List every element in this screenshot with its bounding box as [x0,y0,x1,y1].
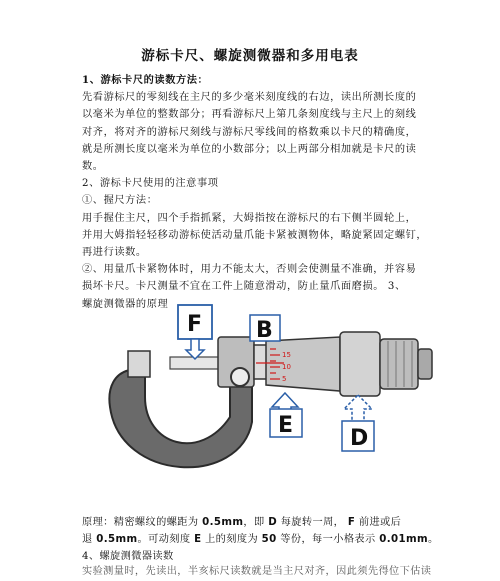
text-line: 数。 [82,161,104,173]
caption-line-4: 实验测量时，先读出，半亥标尺读数就是当主尺对齐，因此须先得位下估读 [82,566,432,577]
text-line: ②、用量爪卡紧物体时，用力不能太大，否则会使测量不准确，并容易 [82,264,417,276]
text-line: 再进行读数。 [82,247,147,259]
text-line: 损坏卡尺。卡尺测量不宜在工件上随意滑动，防止量爪面磨损。 3、 [82,281,406,293]
text-line: 用手握住主尺，四个手指抓紧，大姆指按在游标尺的右下侧半圆轮上， [82,212,417,224]
label-f: F [187,312,203,337]
text-line: 对齐，将对齐的游标尺刻线与游标尺零线间的格数乘以卡尺的精确度， [82,126,417,138]
label-e: E [278,413,294,438]
text-line: 2、游标卡尺使用的注意事项 [82,178,219,190]
text-line: 并用大姆指轻轻移动游标使活动量爪能卡紧被测物体，略旋紧固定螺钉， [82,229,428,241]
caption-line-3: 4、螺旋测微器读数 [82,551,174,562]
body-text [82,72,454,313]
label-d: D [350,426,369,451]
thimble [266,337,340,391]
text-line: 以毫米为单位的整数部分；再看游标尺上第几条刻度线与主尺上的刻线 [82,109,417,121]
ratchet-body [340,332,380,396]
text-line: 就是所测长度以毫米为单位的小数部分；以上两部分相加就是卡尺的读 [82,143,417,155]
text-line: 螺旋测微器的原理 [82,298,169,310]
caption-line-2: 退 0.5mm。可动刻度 E 上的刻度为 50 等份，每一小格表示 0.01mm。 [82,534,439,545]
caption-line-1: 原理：精密螺纹的螺距为 0.5mm，即 D 每旋转一周， F 前进或后 [82,517,402,528]
scale-number-10: 10 [282,363,291,371]
text-line: 1、游标卡尺的读数方法： [82,74,209,86]
label-b: B [256,318,273,343]
ratchet-end [418,349,432,379]
text-line: 先看游标尺的零刻线在主尺的多少毫米刻度线的右边，读出所测长度的 [82,92,417,104]
scale-number-15: 15 [282,351,291,359]
page-title: 游标卡尺、螺旋测微器和多用电表 [141,48,359,64]
scale-number-5: 5 [282,375,287,383]
arrow-f [186,339,204,359]
lock-nut [231,368,249,386]
micrometer-figure [90,297,450,507]
arrow-d [344,395,372,422]
text-line: ①、握尺方法： [82,195,158,207]
anvil [128,351,150,377]
